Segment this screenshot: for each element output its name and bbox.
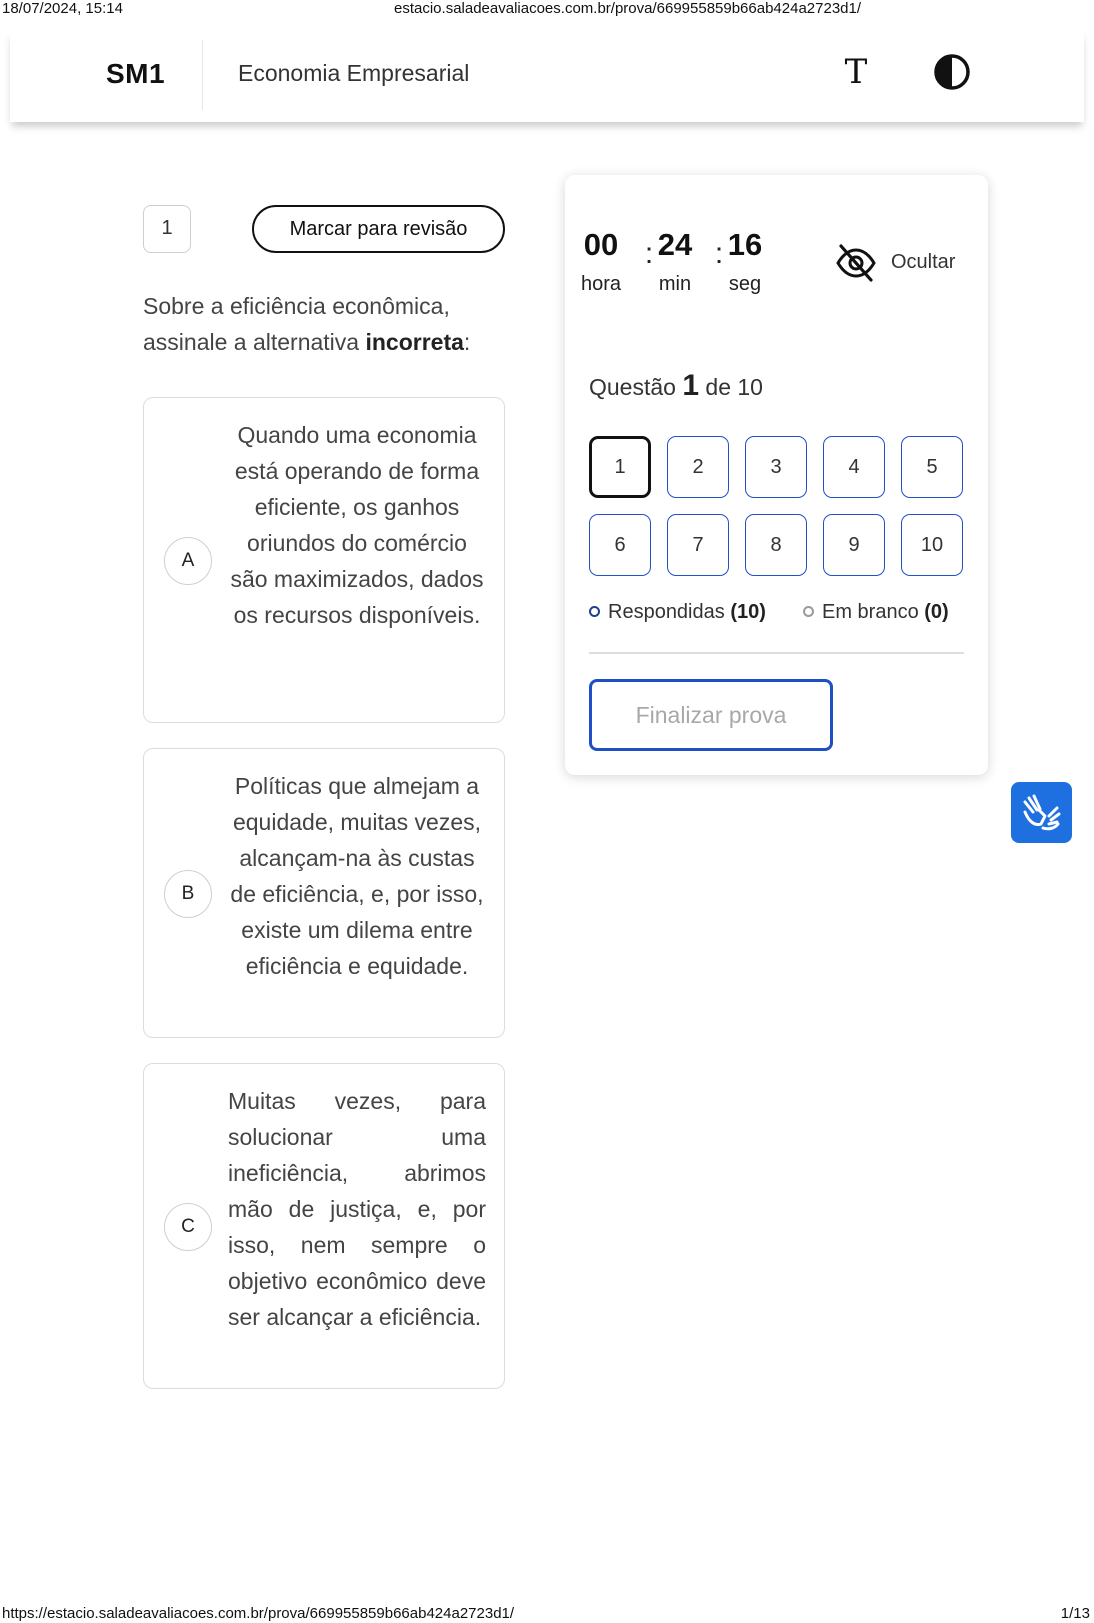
timer-hours: 00 — [583, 227, 619, 262]
timer-separator: : — [714, 237, 724, 270]
blank-label: Em branco — [822, 601, 925, 623]
brand-logo: SM1 — [106, 58, 166, 89]
option-b[interactable] — [143, 748, 505, 1038]
blank-count: (0) — [924, 601, 949, 623]
answered-count: (10) — [730, 601, 766, 623]
print-url: estacio.saladeavaliacoes.com.br/prova/669955859b66ab424a2723d1/ — [394, 0, 862, 17]
question-nav-button-7[interactable]: 7 — [667, 514, 729, 576]
print-datetime: 18/07/2024, 15:14 — [2, 0, 123, 17]
question-nav-button-6[interactable]: 6 — [589, 514, 651, 576]
progress-suffix: de 10 — [699, 374, 763, 400]
option-text: Muitas vezes, para solucionar uma ineficiência, abrimos mão de justiça, e, por isso, nem sempre o objetivo econômico deve ser alcançar a eficiência. — [228, 1088, 486, 1330]
header-divider — [202, 40, 203, 110]
question-text-end: : — [463, 329, 471, 355]
answered-dot-icon — [589, 606, 600, 617]
option-text: Quando uma economia está operando de forma eficiente, os ganhos oriundos do comércio são maximizados, dados os recursos disponíveis. — [230, 422, 484, 628]
blank-dot-icon — [803, 606, 814, 617]
question-nav-button-10[interactable]: 10 — [901, 514, 963, 576]
question-text-emphasis: incorreta — [365, 329, 464, 355]
exam-panel — [565, 175, 988, 775]
print-page-number: 1/13 — [1060, 1605, 1090, 1622]
progress-prefix: Questão — [589, 374, 683, 400]
mark-for-review-button[interactable]: Marcar para revisão — [252, 205, 505, 253]
question-nav-button-1[interactable]: 1 — [589, 436, 651, 498]
panel-divider — [589, 652, 964, 654]
font-size-icon[interactable]: T — [844, 52, 868, 92]
option-text: Políticas que almejam a equidade, muitas vezes, alcançam-na às custas de eficiência, e, por isso, existe um dilema entre eficiência e equidade. — [230, 773, 484, 979]
legend-answered — [589, 601, 766, 624]
print-footer — [0, 1603, 1094, 1623]
question-nav-button-4[interactable]: 4 — [823, 436, 885, 498]
print-header — [0, 0, 1094, 20]
option-c[interactable] — [143, 1063, 505, 1389]
option-a[interactable] — [143, 397, 505, 723]
legend-blank — [803, 601, 949, 624]
timer-minutes-label: min — [658, 273, 692, 295]
sign-language-icon — [1011, 782, 1072, 843]
question-text — [143, 288, 513, 360]
top-bar — [10, 30, 1084, 122]
course-title: Economia Empresarial — [238, 60, 470, 86]
question-text-main: Sobre a eficiência econômica, assinale a alternativa — [143, 293, 450, 355]
timer-seconds-label: seg — [728, 273, 762, 295]
finish-exam-button[interactable]: Finalizar prova — [589, 679, 833, 751]
progress-current: 1 — [682, 369, 700, 402]
question-progress — [589, 369, 763, 403]
question-nav-button-3[interactable]: 3 — [745, 436, 807, 498]
hide-timer-label: Ocultar — [891, 251, 956, 273]
question-nav-button-2[interactable]: 2 — [667, 436, 729, 498]
timer-minutes: 24 — [657, 227, 693, 262]
question-nav-button-5[interactable]: 5 — [901, 436, 963, 498]
timer-seconds: 16 — [727, 227, 763, 262]
option-letter: B — [164, 870, 212, 918]
eye-off-icon — [835, 243, 877, 283]
answered-label: Respondidas — [608, 601, 731, 623]
sign-language-button[interactable] — [1011, 782, 1072, 843]
question-nav-button-9[interactable]: 9 — [823, 514, 885, 576]
question-number: 1 — [143, 205, 191, 253]
option-letter: C — [164, 1203, 212, 1251]
print-footer-url: https://estacio.saladeavaliacoes.com.br/prova/669955859b66ab424a2723d1/ — [2, 1605, 515, 1622]
hide-timer-toggle[interactable] — [835, 241, 975, 285]
contrast-icon[interactable] — [932, 52, 972, 92]
timer-hours-label: hora — [580, 273, 622, 295]
question-nav-button-8[interactable]: 8 — [745, 514, 807, 576]
timer-separator: : — [644, 237, 654, 270]
option-letter: A — [164, 537, 212, 585]
